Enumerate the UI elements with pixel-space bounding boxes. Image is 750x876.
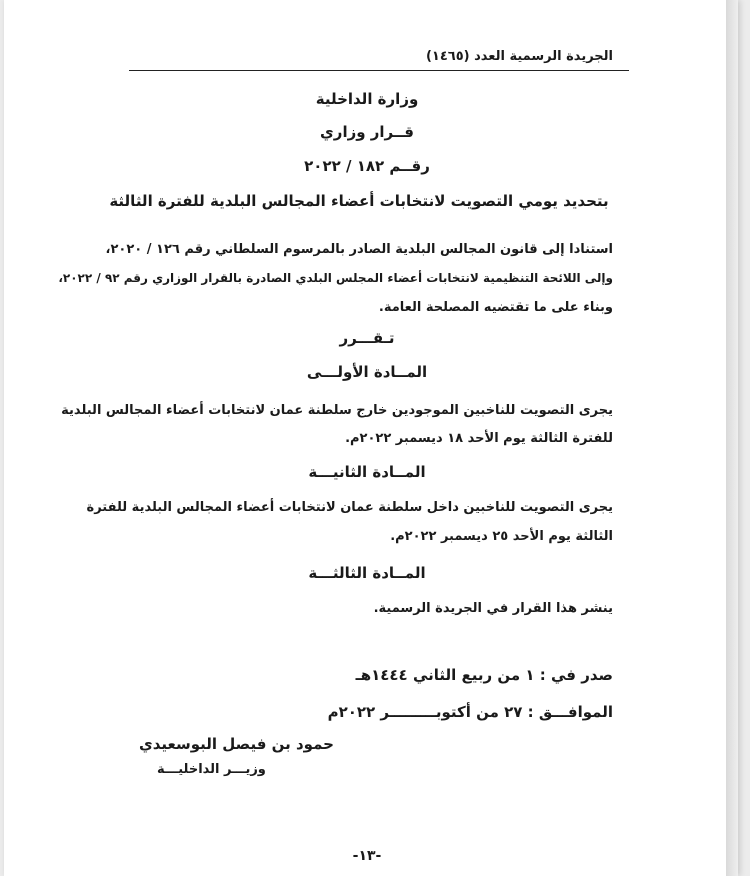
article-3-heading: المــادة الثالثـــة — [308, 564, 426, 582]
issued-gregorian-date: الموافـــق : ٢٧ من أكتوبـــــــــر ٢٠٢٢م — [327, 703, 613, 721]
preamble-line-2: وإلى اللائحة التنظيمية لانتخابات أعضاء المجلس البلدي الصادرة بالقرار الوزاري رقم ٩٢ / ٢٠٢٢، — [58, 271, 613, 285]
preamble-line-3: وبناء على ما تقتضيه المصلحة العامة. — [378, 300, 613, 315]
decision-type: قــرار وزاري — [320, 123, 414, 141]
page-number: -١٣- — [352, 848, 382, 864]
signatory-title: وزيـــر الداخليـــة — [157, 762, 266, 777]
decision-number: رقــم ١٨٢ / ٢٠٢٢ — [304, 157, 430, 175]
article-1-line-2: للفترة الثالثة يوم الأحد ١٨ ديسمبر ٢٠٢٢م. — [345, 431, 613, 446]
article-2-line-2: الثالثة يوم الأحد ٢٥ ديسمبر ٢٠٢٢م. — [390, 529, 613, 544]
article-2-line-1: يجرى التصويت للناخبين داخل سلطنة عمان لانتخابات أعضاء المجالس البلدية للفترة — [86, 500, 613, 515]
page-edge-shadow — [726, 0, 738, 876]
article-1-line-1: يجرى التصويت للناخبين الموجودين خارج سلطنة عمان لانتخابات أعضاء المجالس البلدية — [61, 403, 613, 418]
article-3-line-1: ينشر هذا القرار في الجريدة الرسمية. — [373, 601, 613, 616]
article-1-heading: المــادة الأولـــى — [306, 363, 428, 381]
article-2-heading: المــادة الثانيـــة — [308, 463, 426, 481]
document-page — [4, 0, 738, 876]
gazette-header: الجريدة الرسمية العدد (١٤٦٥) — [425, 49, 613, 64]
signatory-name: حمود بن فيصل البوسعيدي — [139, 735, 334, 753]
decides-heading: تـقـــرر — [339, 329, 395, 347]
issued-hijri-date: صدر في : ١ من ربيع الثاني ١٤٤٤هـ — [355, 666, 613, 684]
header-rule — [129, 70, 629, 71]
preamble-line-1: استنادا إلى قانون المجالس البلدية الصادر بالمرسوم السلطاني رقم ١٢٦ / ٢٠٢٠، — [105, 242, 613, 257]
decision-subject: بتحديد يومي التصويت لانتخابات أعضاء المجالس البلدية للفترة الثالثة — [109, 192, 609, 210]
ministry-title: وزارة الداخلية — [315, 90, 419, 108]
